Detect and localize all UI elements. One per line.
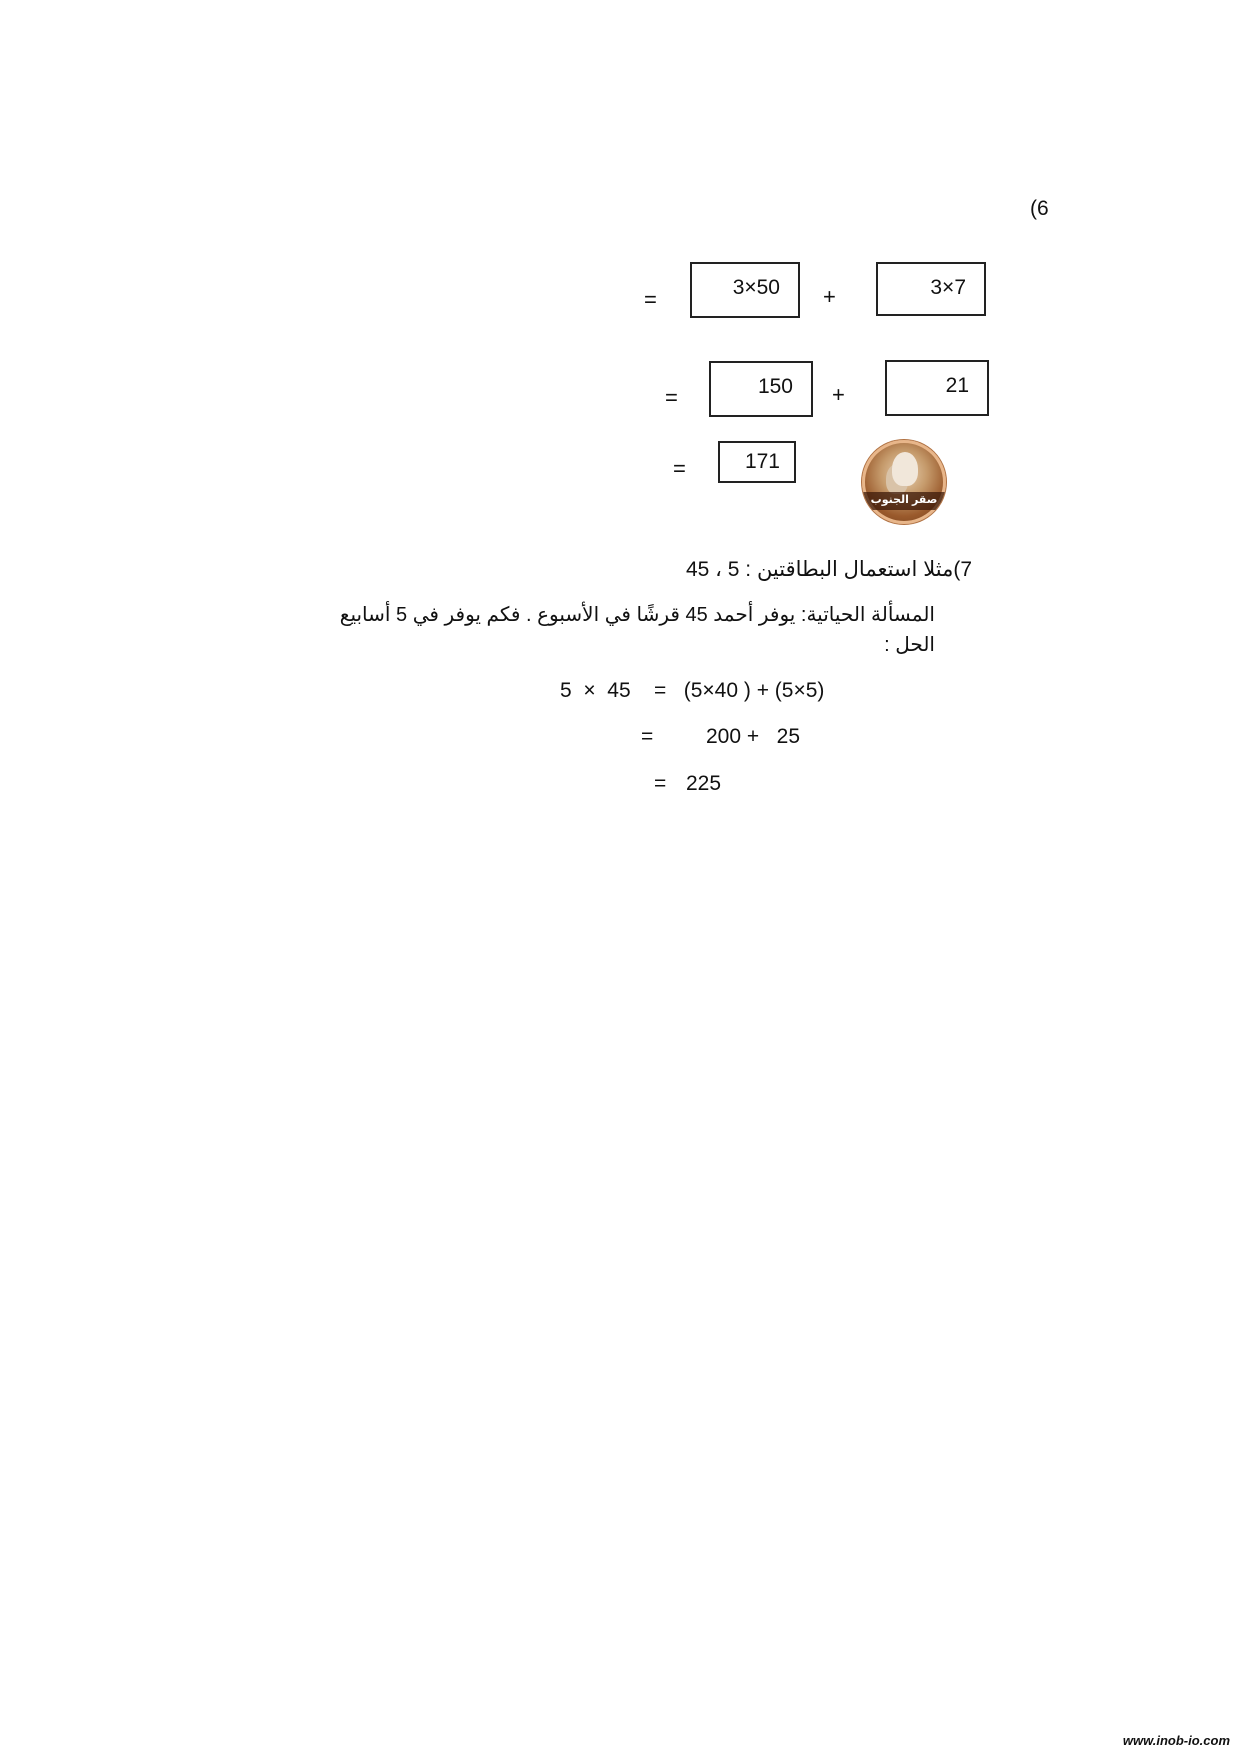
footer-website: www.inob-io.com [1122, 1733, 1230, 1748]
row3-box [718, 441, 796, 483]
falcon-icon [892, 452, 918, 486]
row3-value: 171 [744, 450, 780, 473]
logo-band [862, 492, 946, 510]
question-7-title: 7)مثلا استعمال البطاقتين : 5 ، 45 [685, 558, 972, 581]
row2-right-box [885, 360, 989, 416]
row2-left-box [709, 361, 813, 417]
row1-right-box [876, 262, 986, 316]
row2-plus: + [832, 382, 845, 407]
question-6-number: (6 [1030, 197, 1049, 220]
row1-right-value: 3×7 [930, 276, 966, 299]
row1-equals: = [644, 287, 657, 312]
row1-plus: + [823, 284, 836, 309]
solution-line-2: 200 + 25 [706, 725, 800, 748]
solution-line-3: 225 [686, 772, 722, 795]
solution-line-2-equals: = [641, 725, 654, 748]
row3-equals: = [673, 456, 686, 481]
logo-emblem [862, 440, 946, 524]
solution-line-1: 5 × 45 = (5×40 ) + (5×5) [560, 679, 825, 702]
solution-line-3-equals: = [654, 772, 667, 795]
row2-left-value: 150 [757, 375, 793, 398]
row1-left-box [690, 262, 800, 318]
solution-label: الحل : [884, 634, 935, 656]
row2-equals: = [665, 385, 678, 410]
row2-right-value: 21 [945, 374, 969, 397]
logo-text: صقر الجنوب [870, 494, 938, 506]
row1-left-value: 3×50 [732, 276, 780, 299]
life-problem-text: المسألة الحياتية: يوفر أحمد 45 قرشًا في الأسبوع . فكم يوفر في 5 أسابيع [339, 604, 935, 626]
